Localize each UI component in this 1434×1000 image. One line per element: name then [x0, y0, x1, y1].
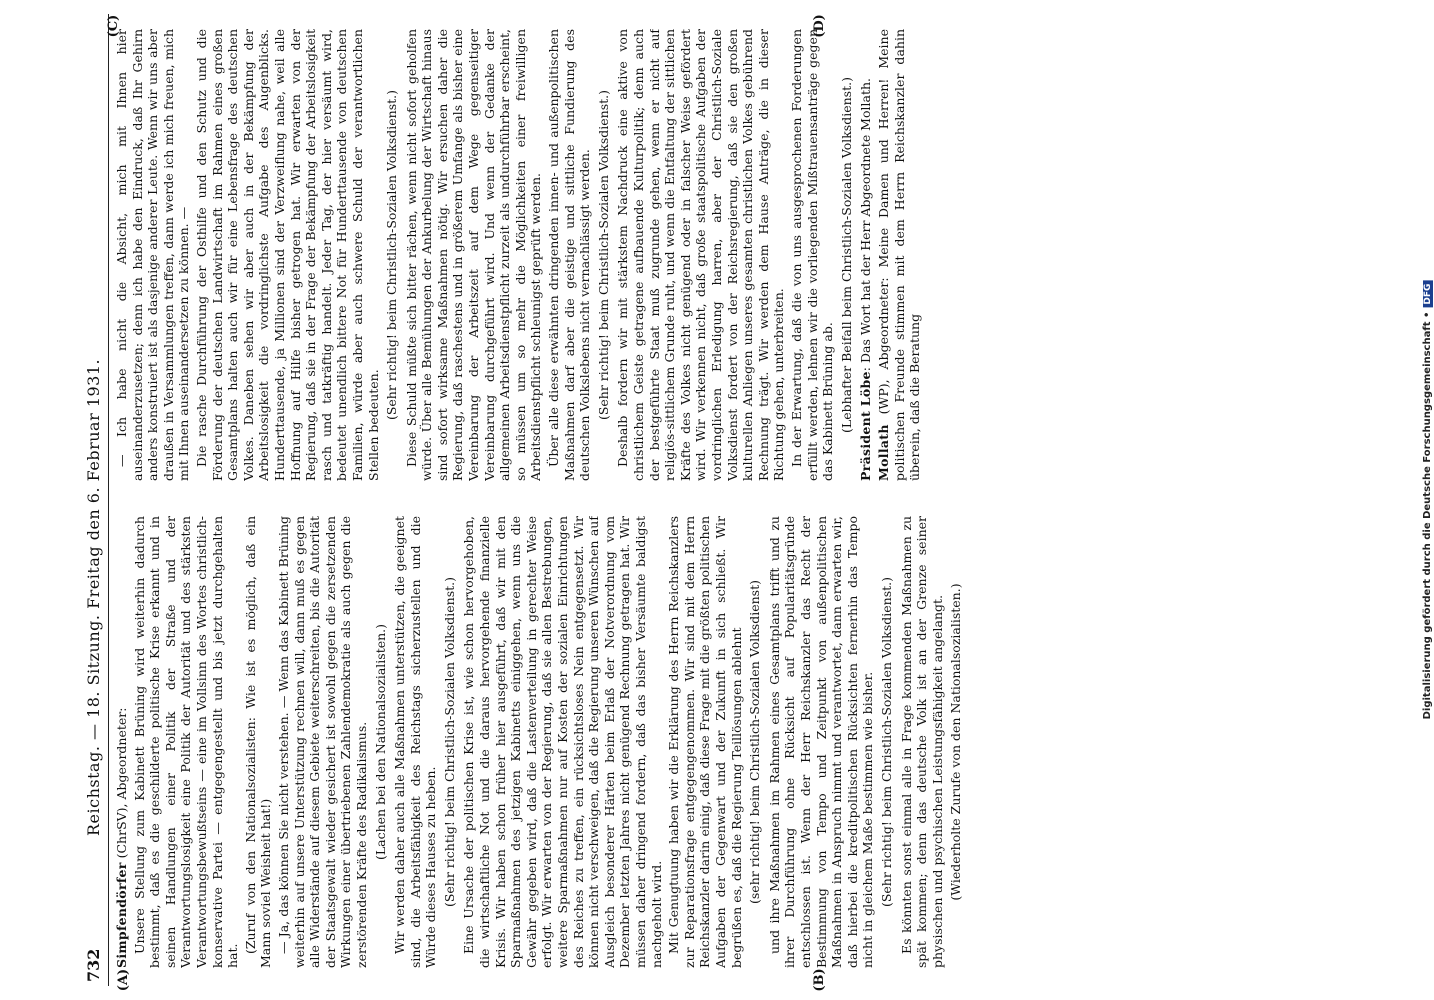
margin-mark-a: (A)	[116, 968, 131, 992]
margin-mark-d: (D)	[812, 14, 827, 38]
interjection: (Sehr richtig! beim Christlich-Sozialen Volksdienst.)	[595, 89, 611, 421]
margin-mark-b: (B)	[812, 968, 827, 992]
body-paragraph: Die rasche Durchführung der Osthilfe und den Schutz und die Förderung der deutschen Landwirtschaft im Rahmen eines großen Gesamtplans halten auch wir für eine Lebensfrage des deutschen Volkes. Daneben sehen wir aber auch in der Bekämpfung der Arbeitslosigkeit die vordringlichste Aufgabe des Augenblicks. Hunderttausende, ja Millionen sind der Verzweiflung nahe, weil alle Hoffnung auf Hilfe bisher getrogen hat. Wir erwarten von der Regierung, daß sie in der Frage der Bekämpfung der Arbeitslosigkeit rasch und tatkräftig handelt. Jeder Tag, der hier versäumt wird, bedeutet unendlich bittere Not für Hunderttausende von deutschen Familien, würde aber auch schwere Schuld der verantwortlichen Stellen bedeuten.	[193, 29, 381, 481]
body-paragraph: und ihre Maßnahmen im Rahmen eines Gesamtplans trifft und zu ihrer Durchführung ohne Rücksicht auf Popularitätsgründe entschlossen ist. Wenn der Herr Reichskanzler das Recht der Bestimmung von Tempo und Zeitpunkt von außenpolitischen Maßnahmen in Anspruch nimmt und verantwortet, dann erwarten wir, daß hierbei die kreditpolitischen Rücksichten fernerhin das Tempo nicht in gleichem Maße bestimmen wie bisher.	[766, 516, 876, 968]
interjection: (Lebhafter Beifall beim Christlich-Sozialen Volksdienst.)	[838, 77, 854, 433]
dfg-logo: DFG	[1423, 281, 1433, 308]
speaker-paragraph	[114, 516, 130, 968]
interjection: (sehr richtig! beim Christlich-Sozialen Volksdienst)	[747, 580, 763, 904]
speaker-name: Mollath	[875, 424, 891, 481]
speaker-paragraph	[876, 29, 923, 481]
running-head	[82, 14, 109, 986]
body-paragraph: Über alle diese erwähnten dringenden innen- und außenpolitischen Maßnahmen darf aber die geistige und sittliche Fundierung des deutschen Volkslebens nicht vernachlässigt werden.	[546, 29, 593, 481]
body-paragraph: Unsere Stellung zum Kabinett Brüning wird weiterhin dadurch bestimmt, daß es die geschilderte politische Krise erkannt und in seinen Handlungen einer Politik der Straße und der Verantwortungslosigkeit eine Politik der Autorität und des stärksten Verantwortungsbewußtseins — eine im Vollsinn des Wortes christlich-konservative Partei — entgegengestellt und bis jetzt durchgehalten hat.	[131, 516, 241, 968]
body-paragraph: (Zuruf von den Nationalsozialisten: Wie ist es möglich, daß ein Mann soviel Weisheit hat!)	[242, 516, 274, 968]
page-number: 732	[84, 948, 103, 982]
interjection: (Sehr richtig! beim Christlich-Sozialen Volksdienst.)	[384, 89, 400, 421]
body-paragraph: Diese Schuld müßte sich bitter rächen, wenn nicht sofort geholfen würde. Über alle Bemühungen der Ankurbelung der Wirtschaft hinaus sind sofort wirksame Maßnahmen nötig. Wir ersuchen daher die Regierung, daß raschestens und in größerem Umfange als bisher eine Vereinbarung der Arbeitszeit auf dem Wege gegenseitiger Vereinbarung durchgeführt wird. Und wenn der Gedanke der allgemeinen Arbeitsdienstpflicht zurzeit als undurchführbar erscheint, so müssen um so mehr die Möglichkeiten einer freiwilligen Arbeitsdienstpflicht schleunigst geprüft werden.	[403, 29, 544, 481]
funding-note-text: Digitalisierung gefördert durch die Deutsche Forschungsgemeinschaft •	[1422, 311, 1433, 720]
left-column	[114, 516, 1394, 968]
speaker-intro: (WP), Abgeordneter: Meine Damen und Herren! Meine politischen Freunde stimmen mit dem Herrn Reichskanzler dahin überein, daß die Beratung	[875, 29, 923, 481]
funding-note	[1422, 281, 1433, 720]
interjection: (Sehr richtig! beim Christlich-Sozialen Volksdienst.)	[878, 576, 894, 908]
interjection: (Sehr richtig! beim Christlich-Sozialen Volksdienst.)	[441, 576, 457, 908]
body-paragraph: — Ich habe nicht die Absicht, mich mit Ihnen hier auseinanderzusetzen; denn ich habe den Eindruck, daß Ihr Gehirn anders konstruiert ist als dasjenige anderer Leute. Wenn wir uns aber draußen in Versammlungen treffen, dann werde ich mich freuen, mich mit Ihnen auseinandersetzen zu können. —	[114, 29, 192, 481]
interjection: (Lachen bei den Nationalsozialisten.)	[372, 623, 388, 861]
speaker-intro: : Das Wort hat der Herr Abgeordnete Mollath.	[858, 77, 874, 372]
speaker-paragraph	[858, 29, 874, 481]
body-paragraph: Deshalb fordern wir mit stärkstem Nachdruck eine aktive von christlichem Geiste getragene aufbauende Kulturpolitik; denn auch der bestgeführte Staat muß zugrunde gehen, wenn er nicht auf religiös-sittlichem Grunde ruht, und wenn die Entfaltung der sittlichen Kräfte des Volkes nicht genügend oder in falscher Weise gefördert wird. Wir verkennen nicht, daß große staatspolitische Aufgaben der vordringlichen Erledigung harren, aber der Christlich-Soziale Volksdienst fordert von der Reichsregierung, daß sie den großen kulturellen Anliegen unseres gesamten christlichen Volkes gebührend Rechnung trägt. Wir werden dem Hause Anträge, die in dieser Richtung gehen, unterbreiten.	[615, 29, 787, 481]
speaker-intro: (ChrSV), Abgeordneter:	[114, 707, 129, 863]
margin-mark-c: (C)	[106, 14, 121, 38]
body-paragraph: — Ja, das können Sie nicht verstehen. — Wenn das Kabinett Brüning weiterhin auf unsere Unterstützung rechnen will, dann muß es gegen alle Widerstände auf diesem Gebiete weiterschreiten, bis die Autorität der Staatsgewalt wieder gesichert ist sowohl gegen die zersetzenden Wirkungen einer übertriebenen Zahlendemokratie als auch gegen die zerstörenden Kräfte des Radikalismus.	[275, 516, 369, 968]
document-page	[82, 14, 1407, 992]
body-paragraph: In der Erwartung, daß die von uns ausgesprochenen Forderungen erfüllt werden, lehnen wir die vorliegenden Mißtrauensanträge gegen das Kabinett Brüning ab.	[788, 29, 836, 481]
interjection: (Wiederholte Zurufe von den Nationalsozialisten.)	[948, 583, 964, 901]
body-paragraph: Mit Genugtuung haben wir die Erklärung des Herrn Reichskanzlers zur Reparationsfrage entgegengenommen. Wir sind mit dem Herrn Reichskanzler darin einig, daß diese Frage mit die größten politischen Aufgaben der Gegenwart und der Zukunft in sich schließt. Wir begrüßen es, daß die Regierung Teillösungen ablehnt	[666, 516, 744, 968]
running-head-title: Reichstag. — 18. Sitzung. Freitag den 6. Februar 1931.	[84, 358, 103, 836]
body-paragraph: Wir werden daher auch alle Maßnahmen unterstützen, die geeignet sind, die Arbeitsfähigkeit des Reichstags sicherzustellen und die Würde dieses Hauses zu heben.	[392, 516, 439, 968]
speaker-name: Simpfendörfer	[114, 862, 129, 968]
body-paragraph: Es könnten sonst einmal alle in Frage kommenden Maßnahmen zu spät kommen; denn das deutsche Volk ist an der Grenze seiner physischen und psychischen Leistungsfähigkeit angelangt.	[898, 516, 945, 968]
body-paragraph: Eine Ursache der politischen Krise ist, wie schon hervorgehoben, die wirtschaftliche Not und die daraus hervorgehende finanzielle Krisis. Wir haben schon früher hier ausgeführt, daß wir mit den Sparmaßnahmen des jetzigen Kabinetts einiggehen, wenn uns die Gewähr gegeben wird, daß die Lastenverteilung in gerechter Weise erfolgt. Wir erwarten von der Regierung, daß sie allen Bestrebungen, weitere Sparmaßnahmen nur auf Kosten der sozialen Einrichtungen des Reiches zu treffen, ein rücksichtsloses Nein entgegensetzt. Wir können nicht verschweigen, daß die Regierung unseren Wünschen auf Ausgleich besonderer Härten beim Erlaß der Notverordnung vom Dezember letzten Jahres nicht genügend Rechnung getragen hat. Wir müssen daher dringend fordern, daß das bisher Versäumte baldigst nachgeholt wird.	[461, 516, 664, 968]
right-column	[114, 29, 1394, 481]
speaker-name: Präsident Löbe	[858, 371, 874, 481]
